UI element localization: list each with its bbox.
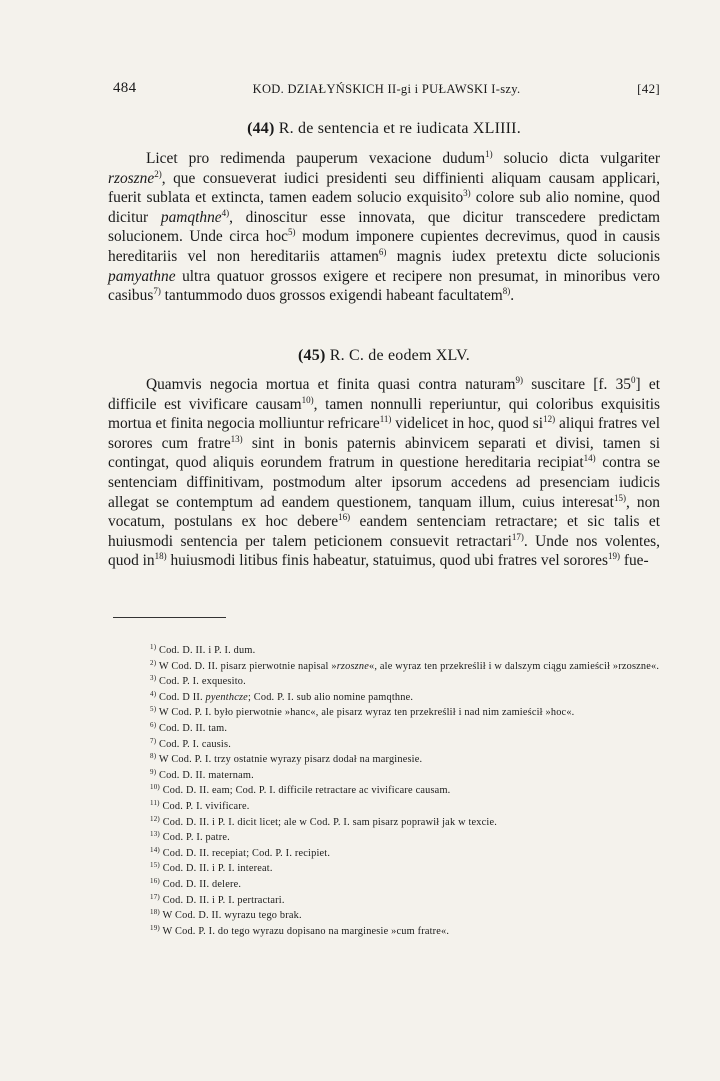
footnote-number: 7) xyxy=(150,736,157,745)
footnote xyxy=(108,674,660,690)
section-44-number: (44) xyxy=(247,120,275,137)
footnote-text: W Cod. P. I. było pierwotnie »hanc«, ale pisarz wyraz ten przekreślił i nad nim zamieścił »hoc«. xyxy=(158,707,575,719)
footnote-number: 8) xyxy=(150,752,157,761)
footnote xyxy=(108,737,660,753)
footnote xyxy=(108,877,660,893)
footnote-number: 14) xyxy=(150,845,160,854)
footnote-number: 2) xyxy=(150,658,157,667)
footnote xyxy=(108,768,660,784)
footnote-divider xyxy=(113,617,226,618)
section-44-title: R. de sentencia et re iudicata XLIIII. xyxy=(278,120,521,137)
footnote-number: 4) xyxy=(150,689,157,698)
footnote-number: 3) xyxy=(150,674,157,683)
footnote-number: 18) xyxy=(150,908,160,917)
footnote xyxy=(108,783,660,799)
footnotes xyxy=(108,643,660,939)
footnote-number: 1) xyxy=(150,643,157,651)
section-45-number: (45) xyxy=(298,347,326,364)
footnote-text: Cod. D. II. i P. I. pertractari. xyxy=(162,894,285,906)
footnote-text: Cod. D. II. eam; Cod. P. I. difficile retractare ac vivificare causam. xyxy=(162,785,451,797)
footnote xyxy=(108,643,660,659)
footnote-text-cont: «, ale wyraz ten przekreślił i w dalszym ciągu zamieścił »rzoszne«. xyxy=(369,660,660,672)
footnote xyxy=(108,846,660,862)
footnote-number: 13) xyxy=(150,830,160,839)
footnote-text: Cod. D. II. delere. xyxy=(162,878,242,890)
footnote-text: Cod. D. II. recepiat; Cod. P. I. recipiet. xyxy=(162,847,331,859)
footnote-number: 9) xyxy=(150,767,157,776)
footnote-text: Cod. P. I. causis. xyxy=(159,738,231,750)
footnote xyxy=(108,705,660,721)
footnote-text: W Cod. D. II. wyrazu tego brak. xyxy=(162,910,302,922)
footnote-number: 19) xyxy=(150,923,160,932)
footnote xyxy=(108,908,660,924)
footnote xyxy=(108,752,660,768)
footnote xyxy=(108,721,660,737)
header-title: KOD. DZIAŁYŃSKICH II-gi i PUŁAWSKI I-szy. xyxy=(252,82,521,96)
footnote-text: W Cod. D. II. pisarz pierwotnie napisal » xyxy=(158,660,337,672)
section-45-heading xyxy=(108,347,660,365)
footnote-number: 12) xyxy=(150,814,160,823)
footnote xyxy=(108,815,660,831)
folio-marker: [f. $35^0$] xyxy=(593,375,641,393)
footnote-number: 17) xyxy=(150,892,160,901)
footnote xyxy=(108,830,660,846)
footnote-text: Cod. D. II. maternam. xyxy=(159,769,254,781)
section-44-heading xyxy=(108,120,660,138)
footnote-italic: rzoszne xyxy=(336,660,369,672)
footnote-number: 6) xyxy=(150,720,157,729)
footnote xyxy=(108,690,660,706)
footnote-text: W Cod. P. I. do tego wyrazu dopisano na marginesie »cum fratre«. xyxy=(162,925,450,937)
footnote-text: Cod. D II. xyxy=(159,691,206,703)
footnote-number: 15) xyxy=(150,861,160,870)
footnote-text: W Cod. P. I. trzy ostatnie wyrazy pisarz dodał na marginesie. xyxy=(158,754,423,766)
header-ref: [42] xyxy=(637,81,660,96)
footnote-number: 10) xyxy=(150,783,160,792)
footnote-text: Cod. P. I. vivificare. xyxy=(162,800,250,812)
footnote xyxy=(108,861,660,877)
footnote-text: Cod. D. II. tam. xyxy=(159,722,228,734)
footnote-text: Cod. P. I. exquesito. xyxy=(159,676,246,688)
footnote-italic: pyenthcze xyxy=(205,691,248,703)
footnote xyxy=(108,924,660,940)
footnote-text: Cod. D. II. i P. I. dicit licet; ale w Cod. P. I. sam pisarz poprawił jak w texcie. xyxy=(162,816,498,828)
footnote xyxy=(108,799,660,815)
section-45-paragraph: Quamvis negocia mortua et finita quasi contra naturam$^{9)}$ suscitare [f. $35^0$] et difficile est vivificare causam$^{10)}$, tamen nonnulli reperiuntur, qui coloribus exquisitis mortua et finita negocia molliuntur refricare$^{11)}$ videlicet in hoc, quod $si^{12)}$ aliqui fratres vel sorores cum fratre$^{13)}$ sint in bonis paternis abinvicem separati et divisi, tamen si contingat, quod aliquis eorundem fratrum in questione hereditaria recipiat$^{14)}$ contra se sentenciam diffinitivam, postmodum alter ipsorum accedens ad presenciam iudicis allegat se contemptum ad eandem questionem, tanquam illum, cuius interesat$^{15)}$, non vocatum, postulans ex hoc debere$^{16)}$ eandem sentenciam retractare; et sic talis et huiusmodi sentencia per talem peticionem consuevit retractari$^{17)}$. Unde nos volentes, quod $in^{18)}$ huiusmodi litibus finis habeatur, statuimus, quod ubi fratres vel sorores$^{19)}$ fue- xyxy=(108,375,661,570)
section-45-title: R. C. de eodem XLV. xyxy=(329,347,470,364)
footnote-text-cont: ; Cod. P. I. sub alio nomine pamqthne. xyxy=(247,691,414,703)
footnote-number: 5) xyxy=(150,705,157,714)
footnote-text: Cod. D. II. i P. I. intereat. xyxy=(162,863,273,875)
footnote xyxy=(108,893,660,909)
running-header xyxy=(113,80,660,102)
footnote-text: Cod. P. I. patre. xyxy=(162,832,230,844)
section-44-paragraph: Licet pro redimenda pauperum vexacione dudum$^{1)}$ solucio dicta vulgariter rzoszne$^{2)}$, que consueverat iudici presidenti seu diffinienti aliquam causam applicari, fuerit sublata et extincta, tamen eadem solucio exquisito$^{3)}$ colore sub alio nomine, quod dicitur pamqthne$^{4)}$, dinoscitur esse innovata, que dicitur transcedere predictam solucionem. Unde circa hoc$^{5)}$ modum imponere cupientes decrevimus, quod in causis hereditariis vel non hereditariis attamen$^{6)}$ magnis iudex pretextu dicte solucionis pamyathne ultra quatuor grossos exigere et recipere non presumat, in minoribus vero casibus$^{7)}$ tantummodo duos grossos exigendi habeant facultatem$^{8)}$. xyxy=(108,149,661,305)
footnote-text: Cod. D. II. i P. I. dum. xyxy=(159,645,256,656)
footnote-number: 16) xyxy=(150,876,160,885)
page-number: 484 xyxy=(113,80,137,96)
footnote xyxy=(108,659,660,675)
footnote-number: 11) xyxy=(150,798,160,807)
